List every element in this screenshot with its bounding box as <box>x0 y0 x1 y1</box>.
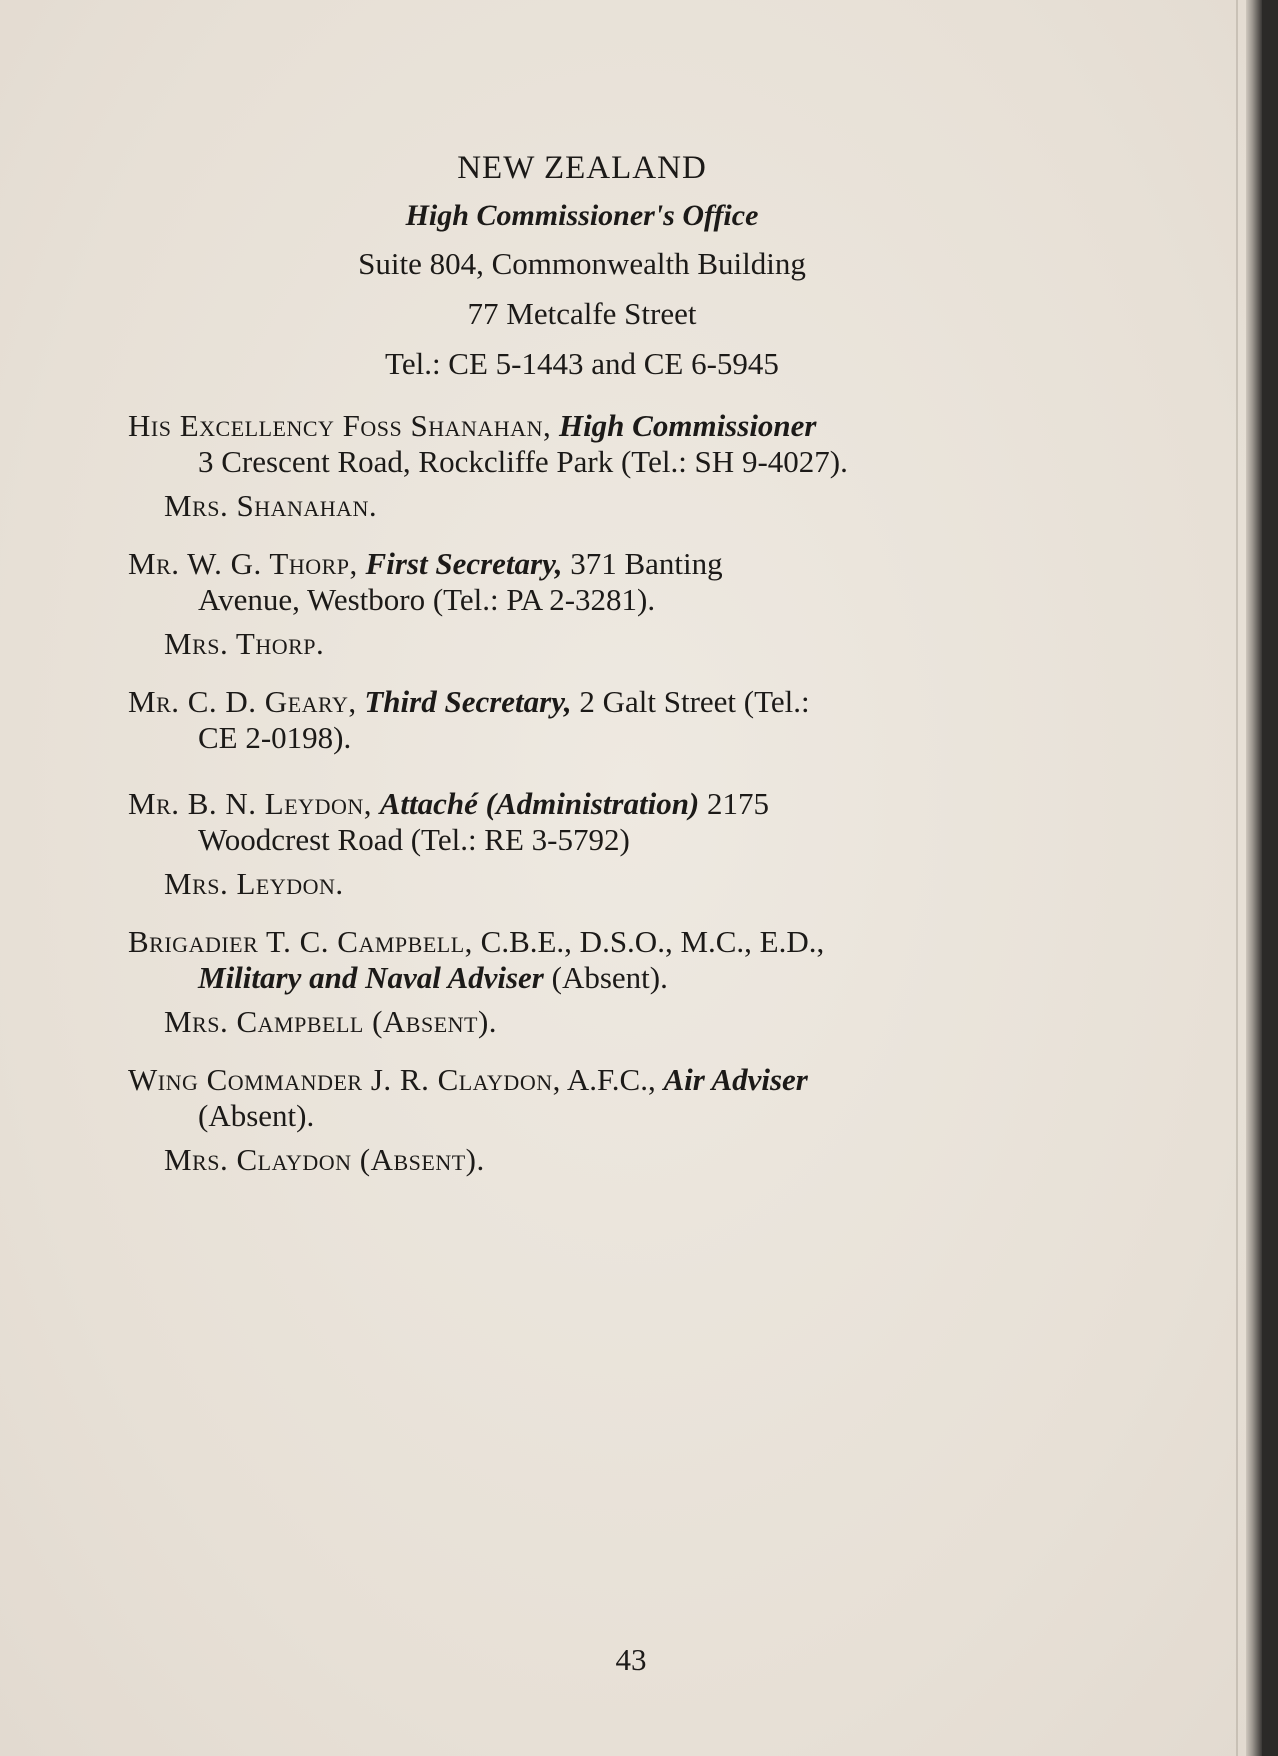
person-name: His Excellency Foss Shanahan, <box>128 408 552 443</box>
directory-entry <box>128 684 1036 756</box>
person-title: Military and Naval Adviser <box>198 960 544 995</box>
person-detail: A.F.C., <box>566 1062 656 1097</box>
address-line-2: 77 Metcalfe Street <box>467 296 697 331</box>
directory-entry <box>128 1062 1036 1134</box>
person-detail: 371 Banting <box>570 546 723 581</box>
person-name: Wing Commander J. R. Claydon, <box>128 1062 561 1097</box>
page-fold-line <box>1236 0 1238 1756</box>
person-title: Attaché (Administration) <box>379 786 700 821</box>
spouse-name: Mrs. Leydon. <box>164 866 344 901</box>
entry-continuation: CE 2-0198). <box>198 720 352 755</box>
page-edge-shadow <box>1246 0 1262 1756</box>
entry-continuation: Avenue, Westboro (Tel.: PA 2-3281). <box>198 582 656 617</box>
address-line-1: Suite 804, Commonwealth Building <box>358 246 806 281</box>
person-detail: 2 Galt Street (Tel.: <box>579 684 810 719</box>
directory-entry <box>128 546 1036 618</box>
directory-entry <box>128 786 1036 858</box>
page-number: 43 <box>615 1642 647 1677</box>
country-heading: NEW ZEALAND <box>457 150 707 186</box>
spouse-name: Mrs. Claydon (Absent). <box>164 1142 485 1177</box>
entry-continuation-line <box>128 960 1036 996</box>
office-heading: High Commissioner's Office <box>405 199 759 232</box>
directory-content <box>128 150 1036 1200</box>
person-name: Mr. W. G. Thorp, <box>128 546 358 581</box>
person-detail: C.B.E., D.S.O., M.C., E.D., <box>480 924 825 959</box>
spouse-name: Mrs. Shanahan. <box>164 488 378 523</box>
spouse-name: Mrs. Campbell (Absent). <box>164 1004 498 1039</box>
entry-continuation: Woodcrest Road (Tel.: RE 3-5792) <box>198 822 630 857</box>
person-detail: 2175 <box>707 786 770 821</box>
person-name: Brigadier T. C. Campbell, <box>128 924 473 959</box>
person-name: Mr. B. N. Leydon, <box>128 786 372 821</box>
person-title: Air Adviser <box>663 1062 808 1097</box>
person-title: First Secretary, <box>365 546 563 581</box>
entry-continuation: (Absent). <box>198 1098 315 1133</box>
spouse-name: Mrs. Thorp. <box>164 626 325 661</box>
person-title: High Commissioner <box>558 408 817 443</box>
person-name: Mr. C. D. Geary, <box>128 684 357 719</box>
person-title: Third Secretary, <box>364 684 572 719</box>
entry-continuation: 3 Crescent Road, Rockcliffe Park (Tel.: SH 9-4027). <box>198 444 848 479</box>
telephone-line: Tel.: CE 5-1443 and CE 6-5945 <box>385 346 779 381</box>
directory-entry <box>128 924 1036 996</box>
entry-continuation: (Absent). <box>551 960 668 995</box>
directory-entry <box>128 408 1036 480</box>
